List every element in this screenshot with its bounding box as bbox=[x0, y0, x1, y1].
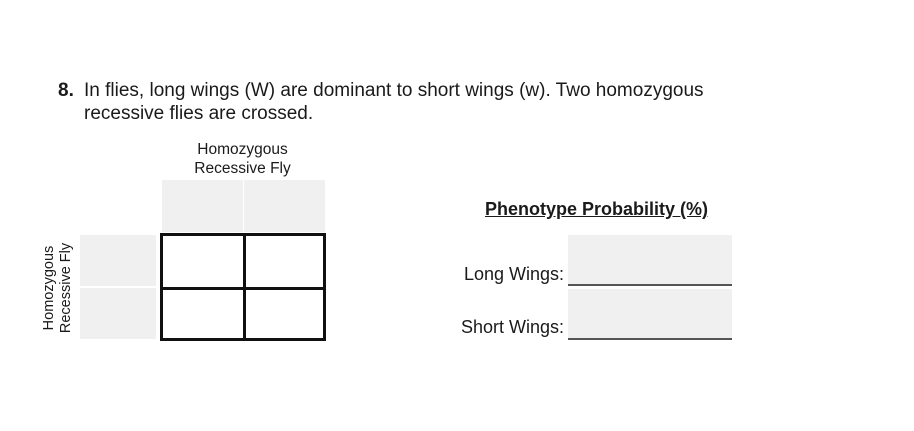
short-wings-label: Short Wings: bbox=[460, 317, 564, 337]
punnett-cell-1-1[interactable] bbox=[163, 236, 243, 287]
phenotype-probability-heading: Phenotype Probability (%) bbox=[485, 199, 709, 219]
short-wings-input[interactable] bbox=[568, 289, 732, 340]
question-text-line-1: In flies, long wings (W) are dominant to short wings (w). Two homozygous bbox=[84, 80, 704, 101]
side-allele-input-2[interactable] bbox=[80, 288, 156, 339]
top-parent-label: Homozygous Recessive Fly bbox=[194, 141, 291, 177]
long-wings-label: Long Wings: bbox=[463, 264, 564, 284]
side-parent-label: Homozygous Recessive Fly bbox=[41, 242, 74, 333]
long-wings-input[interactable] bbox=[568, 235, 732, 286]
top-allele-input-1[interactable] bbox=[162, 180, 243, 232]
side-parent-label-wrapper bbox=[41, 235, 75, 340]
question-number: 8. bbox=[58, 80, 74, 101]
question-text-line-2: recessive flies are crossed. bbox=[84, 103, 314, 124]
top-allele-input-2[interactable] bbox=[244, 180, 325, 232]
punnett-cell-1-2[interactable] bbox=[243, 236, 323, 287]
punnett-square bbox=[160, 233, 326, 341]
side-allele-input-1[interactable] bbox=[80, 235, 156, 286]
punnett-cell-2-1[interactable] bbox=[163, 287, 243, 338]
punnett-cell-2-2[interactable] bbox=[243, 287, 323, 338]
